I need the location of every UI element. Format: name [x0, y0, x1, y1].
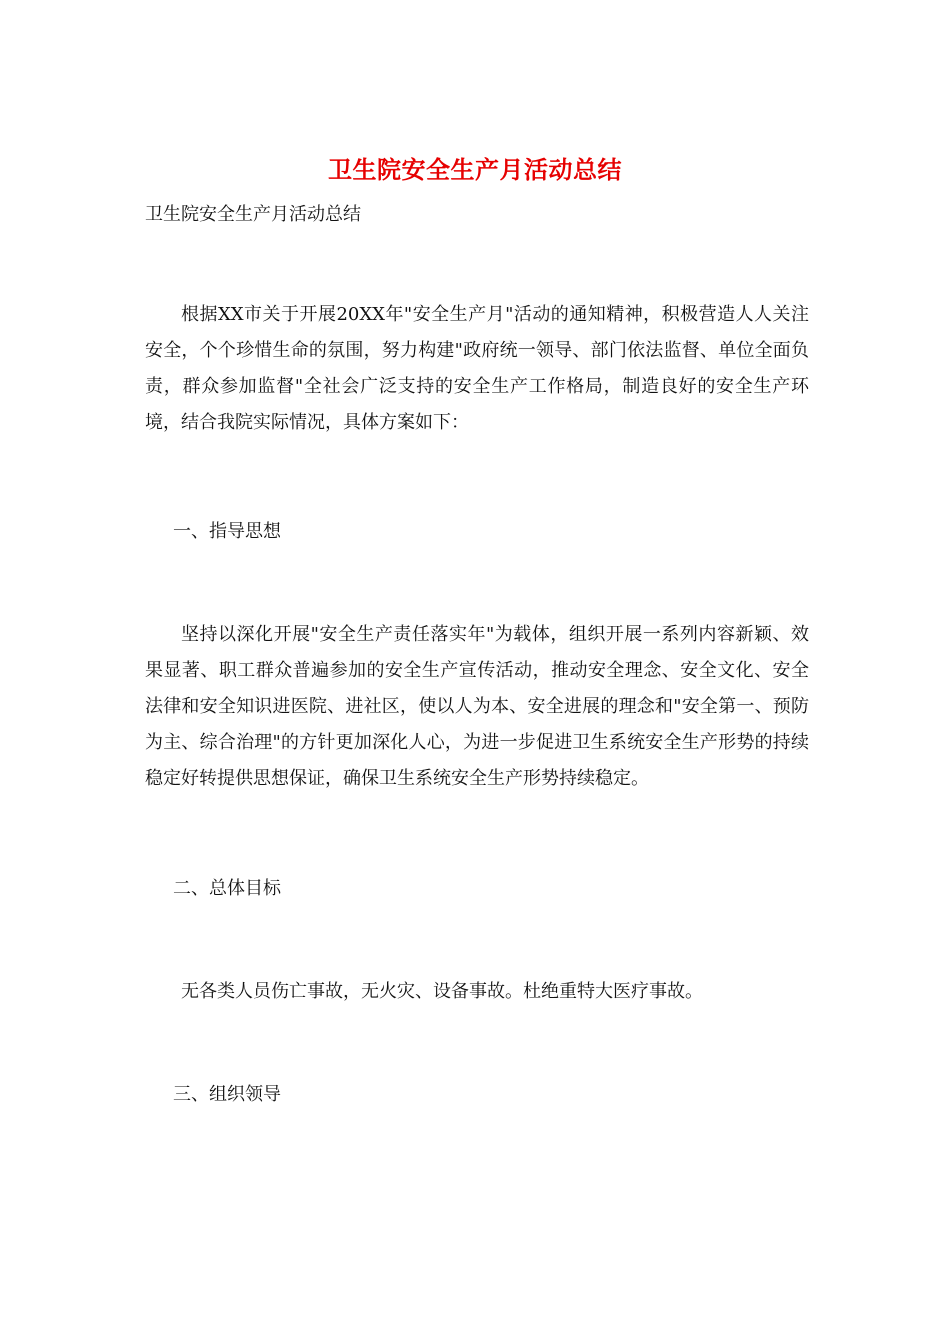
- section-heading-guiding-ideology: 一、指导思想: [173, 521, 281, 542]
- section-body-guiding-ideology: 坚持以深化开展"安全生产责任落实年"为载体，组织开展一系列内容新颖、效果显著、职工群众普遍参加的安全生产宣传活动，推动安全理念、安全文化、安全法律和安全知识进医院、进社区，使以人为本、安全进展的理念和"安全第一、预防为主、综合治理"的方针更加深化人心，为进一步促进卫生系统安全生产形势的持续稳定好转提供思想保证，确保卫生系统安全生产形势持续稳定。: [145, 624, 809, 789]
- document-subtitle: 卫生院安全生产月活动总结: [145, 204, 361, 225]
- section-body-overall-goals: 无各类人员伤亡事故，无火灾、设备事故。杜绝重特大医疗事故。: [181, 981, 703, 1002]
- section-heading-overall-goals: 二、总体目标: [173, 878, 281, 899]
- document-title: 卫生院安全生产月活动总结: [328, 155, 622, 184]
- intro-paragraph: 根据XX市关于开展20XX年"安全生产月"活动的通知精神，积极营造人人关注安全，个个珍惜生命的氛围，努力构建"政府统一领导、部门依法监督、单位全面负责，群众参加监督"全社会广泛支持的安全生产工作格局，制造良好的安全生产环境，结合我院实际情况，具体方案如下：: [145, 304, 809, 433]
- section-heading-organization: 三、组织领导: [173, 1084, 281, 1105]
